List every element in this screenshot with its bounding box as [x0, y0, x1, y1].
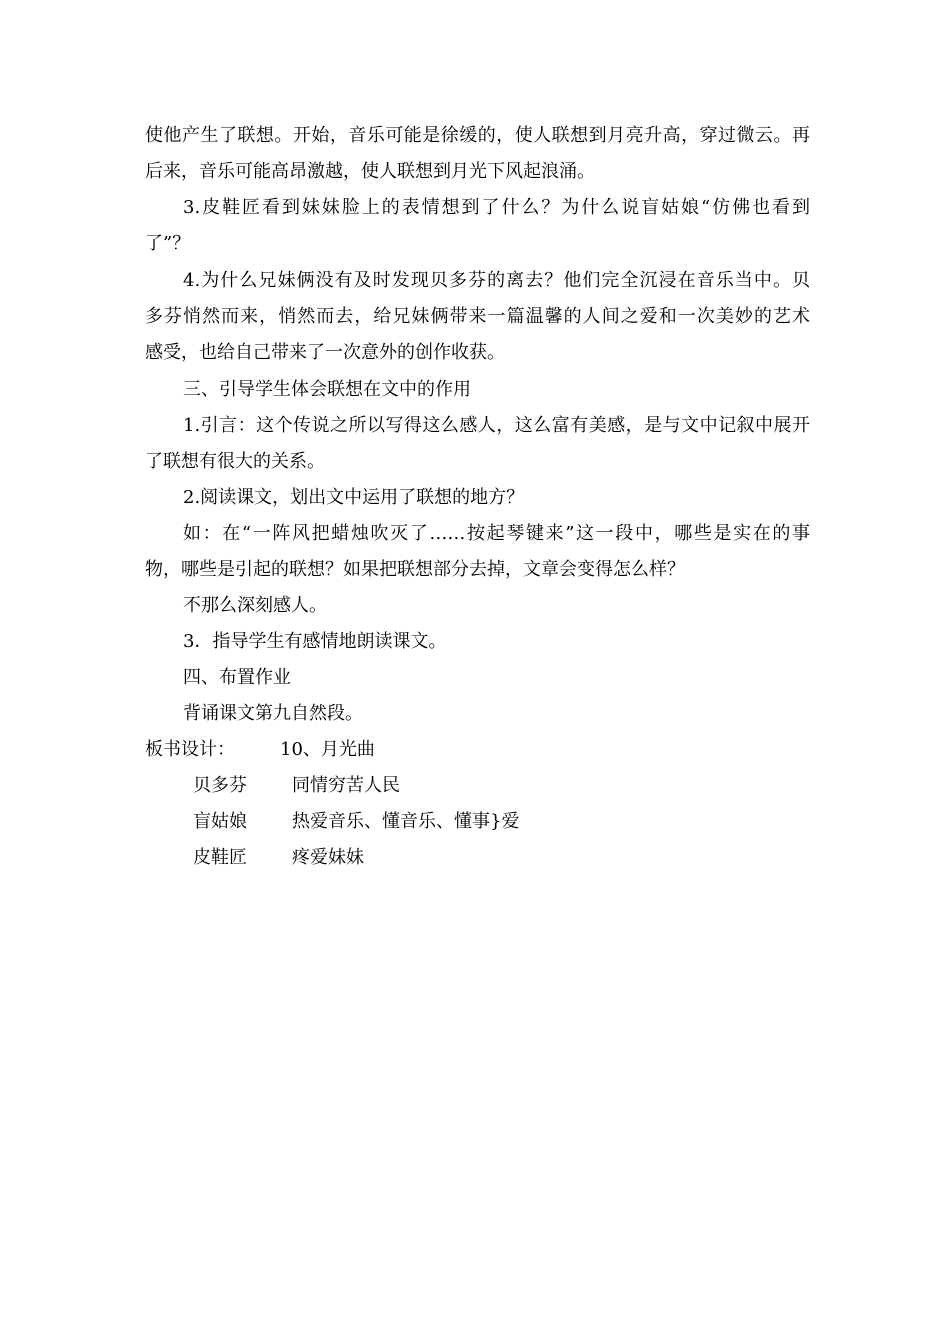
paragraph-line: 不那么深刻感人。: [183, 595, 327, 616]
board-row-desc: 疼爱妹妹: [292, 847, 364, 868]
board-row-desc: 热爱音乐、懂音乐、懂事}爱: [292, 811, 520, 832]
paragraph-line: 4.为什么兄妹俩没有及时发现贝多芬的离去？他们完全沉浸在音乐当中。贝: [183, 270, 810, 291]
paragraph-line: 3.皮鞋匠看到妹妹脸上的表情想到了什么？为什么说盲姑娘“仿佛也看到: [183, 197, 810, 218]
paragraph-line: 1.引言：这个传说之所以写得这么感人，这么富有美感，是与文中记叙中展开: [183, 415, 810, 436]
board-label: 板书设计：: [145, 739, 235, 760]
paragraph-line: 3．指导学生有感情地朗读课文。: [183, 631, 447, 652]
paragraph-line: 了联想有很大的关系。: [145, 451, 325, 472]
board-row-desc: 同情穷苦人民: [292, 775, 400, 796]
board-title: 10、月光曲: [280, 739, 375, 760]
paragraph-line: 物，哪些是引起的联想？如果把联想部分去掉，文章会变得怎么样？: [145, 559, 685, 580]
paragraph-line: 如：在“一阵风把蜡烛吹灭了……按起琴键来”这一段中，哪些是实在的事: [183, 523, 810, 544]
board-row-name: 皮鞋匠: [193, 847, 247, 868]
paragraph-line: 2.阅读课文，划出文中运用了联想的地方？: [183, 487, 525, 508]
paragraph-line: 后来，音乐可能高昂激越，使人联想到月光下风起浪涌。: [145, 161, 595, 182]
paragraph-line: 背诵课文第九自然段。: [183, 703, 363, 724]
paragraph-line: 使他产生了联想。开始，音乐可能是徐缓的，使人联想到月亮升高，穿过微云。再: [145, 125, 810, 146]
board-row-name: 盲姑娘: [193, 811, 247, 832]
board-row-name: 贝多芬: [193, 775, 247, 796]
section-heading: 三、引导学生体会联想在文中的作用: [183, 379, 471, 400]
paragraph-line: 了”？: [145, 233, 191, 254]
section-heading: 四、布置作业: [183, 667, 291, 688]
paragraph-line: 多芬悄然而来，悄然而去，给兄妹俩带来一篇温馨的人间之爱和一次美妙的艺术: [145, 306, 810, 327]
paragraph-line: 感受，也给自己带来了一次意外的创作收获。: [145, 342, 505, 363]
